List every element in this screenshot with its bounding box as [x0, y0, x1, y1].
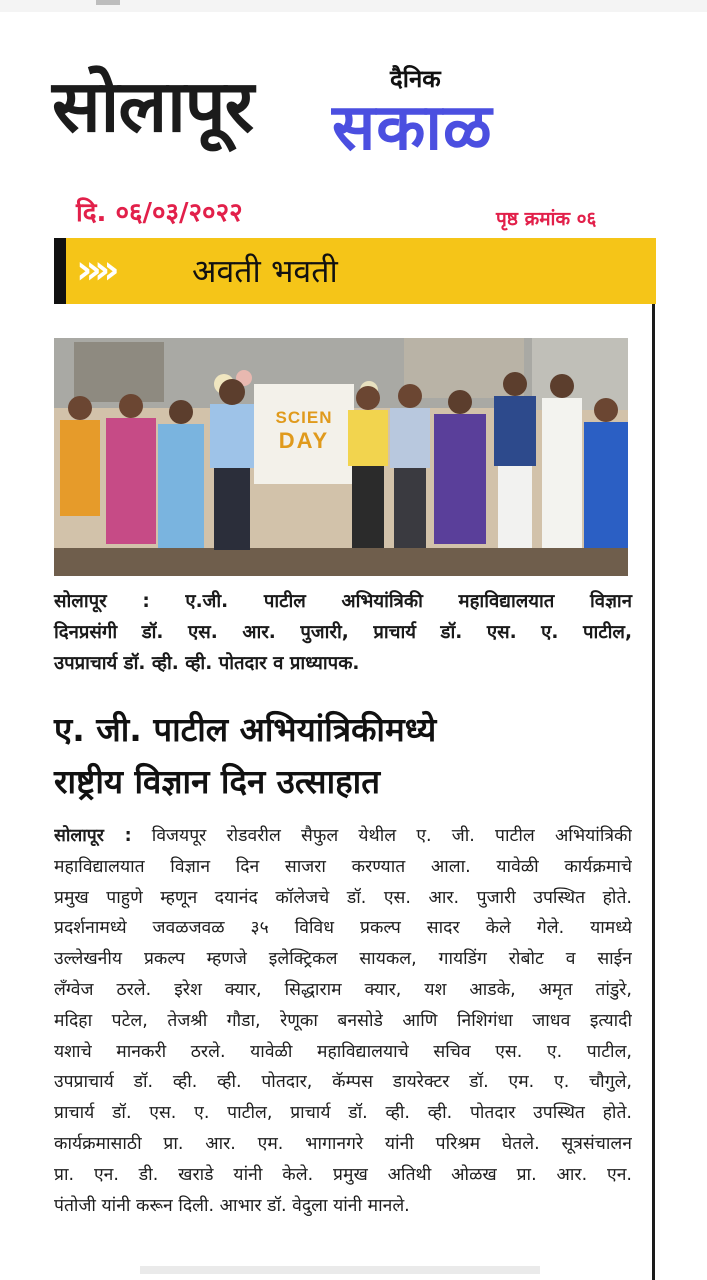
headline-line2: राष्ट्रीय विज्ञान दिन उत्साहात [54, 762, 381, 801]
science-day-sign [262, 394, 346, 474]
photo-caption [54, 586, 632, 679]
caption-line: दिनप्रसंगी डॉ. एस. आर. पुजारी, प्राचार्य डॉ. एस. ए. पाटील, [54, 622, 632, 643]
sign-text-line2: DAY [278, 428, 330, 453]
article-line: कार्यक्रमासाठी प्रा. आर. एम. भागानगरे यांनी परिश्रम घेतले. सूत्रसंचालन [54, 1133, 632, 1154]
sign-text-line1: SCIEN [275, 408, 333, 427]
publication-date: दि. ०६/०३/२०२२ [76, 198, 243, 228]
article-headline [54, 704, 634, 808]
article-first-line: विजयपूर रोडवरील सैफुल येथील ए. जी. पाटील अभियांत्रिकी [131, 826, 632, 846]
double-chevron-icon: »» [76, 247, 112, 293]
masthead-brand: सकाळ [332, 91, 493, 165]
article-line [54, 821, 632, 852]
article-line: पंतोजी यांनी करून दिली. आभार डॉ. वेदुला यांनी मानले. [54, 1195, 410, 1216]
headline-line1: ए. जी. पाटील अभियांत्रिकीमध्ये [54, 710, 437, 749]
masthead-daily-label: दैनिक [390, 65, 441, 93]
banner-bar [54, 238, 66, 304]
article-dateline: सोलापूर : [54, 826, 132, 846]
article-line: महाविद्यालयात विज्ञान दिन साजरा करण्यात आला. यावेळी कार्यक्रमाचे [54, 856, 632, 877]
article-line: उपप्राचार्य डॉ. व्ही. व्ही. पोतदार, कॅम्पस डायरेक्टर डॉ. एम. ए. चौगुले, [54, 1072, 632, 1093]
event-photo [54, 338, 628, 576]
column-rule [652, 304, 655, 1280]
article-body [54, 821, 632, 1221]
article-line: लँग्वेज ठरले. इरेश क्यार, सिद्धाराम क्यार, यश आडके, अमृत तांडुरे, [54, 979, 632, 1000]
article-line: प्राचार्य डॉ. एस. ए. पाटील, प्राचार्य डॉ. व्ही. व्ही. पोतदार उपस्थित होते. [54, 1103, 632, 1124]
article-line: मदिहा पटेल, तेजश्री गौडा, रेणूका बनसोडे आणि निशिगंधा जाधव इत्यादी [54, 1010, 632, 1031]
caption-line: सोलापूर : ए.जी. पाटील अभियांत्रिकी महाविद्यालयात विज्ञान [54, 591, 632, 612]
cropped-text-fragment [140, 1266, 540, 1274]
article-line: उल्लेखनीय प्रकल्प म्हणजे इलेक्ट्रिकल सायकल, गायडिंग रोबोट व साईन [54, 949, 632, 970]
top-strip [0, 0, 707, 12]
caption-line: उपप्राचार्य डॉ. व्ही. व्ही. पोतदार व प्राध्यापक. [54, 653, 360, 674]
article-line: प्रमुख पाहुणे म्हणून दयानंद कॉलेजचे डॉ. एस. आर. पुजारी उपस्थित होते. [54, 887, 632, 908]
article-line: यशाचे मानकरी ठरले. यावेळी महाविद्यालयाचे सचिव एस. ए. पाटील, [54, 1041, 632, 1062]
section-title: अवती भवती [192, 252, 338, 290]
masthead-city: सोलापूर [52, 64, 254, 148]
article-line: प्रा. एन. डी. खराडे यांनी केले. प्रमुख अतिथी ओळख प्रा. आर. एन. [54, 1164, 632, 1185]
strip-mark [96, 0, 120, 5]
article-line: प्रदर्शनामध्ये जवळजवळ ३५ विविध प्रकल्प सादर केले गेले. यामध्ये [54, 918, 632, 939]
section-banner [54, 238, 656, 304]
page-number: पृष्ठ क्रमांक ०६ [496, 208, 597, 230]
